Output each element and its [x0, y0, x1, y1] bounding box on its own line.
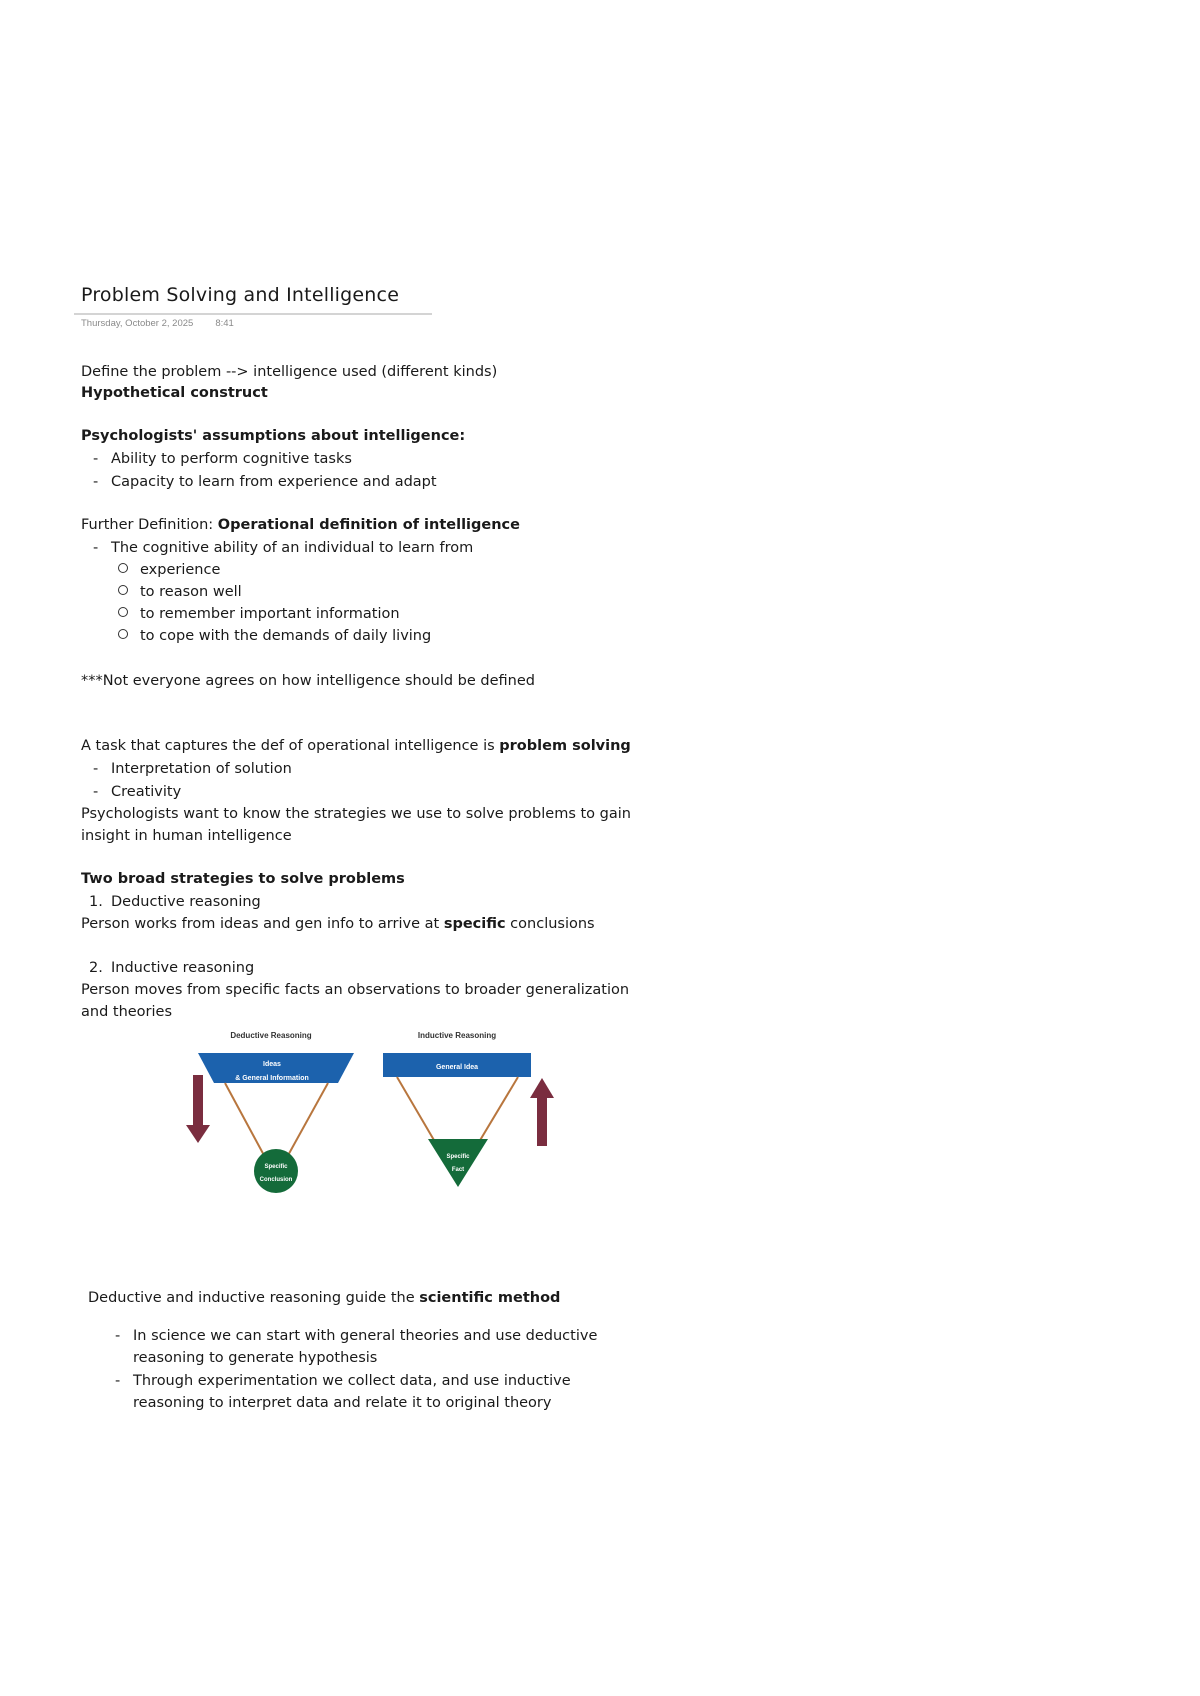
inductive-top-label: General Idea	[435, 1064, 479, 1071]
list-item: - Capacity to learn from experience and adapt	[93, 474, 437, 490]
deductive-right-line	[286, 1083, 328, 1159]
task-para: insight in human intelligence	[81, 828, 292, 844]
page-title: Problem Solving and Intelligence	[81, 284, 400, 306]
reasoning-diagram	[170, 1025, 570, 1195]
sub-list-item: experience	[118, 562, 220, 578]
list-item: - The cognitive ability of an individual to learn from	[93, 540, 474, 556]
list-item: - In science we can start with general theories and use deductive	[115, 1328, 598, 1344]
title-divider	[74, 313, 432, 315]
inductive-bottom-label: Fact	[451, 1167, 465, 1173]
arrow-down-icon	[186, 1075, 210, 1143]
deductive-bottom-label: Specific	[264, 1164, 288, 1170]
arrow-up-icon	[530, 1078, 554, 1146]
list-item: - Interpretation of solution	[93, 761, 292, 777]
inductive-description: and theories	[81, 1004, 173, 1020]
deductive-conclusion-shape	[254, 1149, 298, 1193]
inductive-fact-shape	[428, 1139, 488, 1187]
inductive-title: Inductive Reasoning	[417, 1031, 497, 1040]
sub-list-item: to reason well	[118, 584, 242, 600]
assumptions-heading: Psychologists' assumptions about intelligence:	[81, 428, 466, 444]
list-item: - Ability to perform cognitive tasks	[93, 451, 352, 467]
numbered-item: 1. Deductive reasoning	[89, 894, 261, 910]
deductive-top-label: Ideas	[263, 1061, 281, 1068]
inductive-left-line	[397, 1077, 438, 1147]
deductive-top-label: & General Information	[235, 1075, 309, 1082]
list-item: - Through experimentation we collect data, and use inductive	[115, 1373, 571, 1389]
deductive-left-line	[225, 1083, 266, 1159]
note-line: ***Not everyone agrees on how intelligence should be defined	[81, 673, 535, 689]
further-definition: Further Definition: Operational definition of intelligence	[81, 517, 520, 533]
inductive-right-line	[476, 1077, 518, 1147]
strategies-heading: Two broad strategies to solve problems	[81, 871, 405, 887]
inductive-bottom-label: Specific	[446, 1154, 470, 1160]
deductive-description: Person works from ideas and gen info to arrive at specific conclusions	[81, 916, 595, 932]
inductive-description: Person moves from specific facts an observations to broader generalization	[81, 982, 630, 998]
page-date: Thursday, October 2, 2025	[81, 318, 194, 329]
task-para: Psychologists want to know the strategies we use to solve problems to gain	[81, 806, 631, 822]
sub-list-item: to cope with the demands of daily living	[118, 628, 431, 644]
deductive-title: Deductive Reasoning	[230, 1031, 312, 1040]
page-meta	[81, 318, 234, 329]
page-time: 8:41	[215, 318, 234, 329]
intro-construct: Hypothetical construct	[81, 385, 268, 401]
intro-line: Define the problem --> intelligence used (different kinds)	[81, 364, 498, 380]
deductive-bottom-label: Conclusion	[259, 1177, 293, 1183]
list-item-continuation: reasoning to interpret data and relate it to original theory	[133, 1395, 552, 1411]
list-item: - Creativity	[93, 784, 182, 800]
sub-list-item: to remember important information	[118, 606, 400, 622]
list-item-continuation: reasoning to generate hypothesis	[133, 1350, 378, 1366]
numbered-item: 2. Inductive reasoning	[89, 960, 255, 976]
task-line: A task that captures the def of operational intelligence is problem solving	[81, 738, 631, 754]
scientific-heading: Deductive and inductive reasoning guide the scientific method	[88, 1290, 561, 1306]
